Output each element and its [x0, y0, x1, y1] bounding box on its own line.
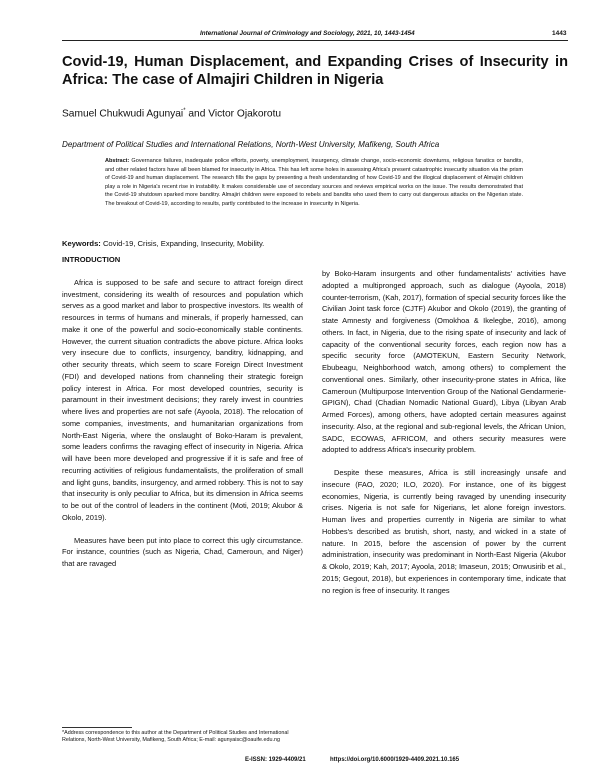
- corresponding-marker: *: [183, 108, 186, 114]
- header-divider: [62, 40, 568, 41]
- paragraph: Africa is supposed to be safe and secure to attract foreign direct investment, considering its wealth of resources and population which serves as a good market and labor to prospective investors. Its wealth of resources in terms of humans and minerals, if properly harnessed, can make it one of the powerful and socio-economically stable continents. However, the current situation contradicts the above picture. Africa looks very insecure due to conflicts, insurgency, banditry, kidnapping, and other security threats, which seem to scare Foreign Direct Investment (FDI) and developed nations from channeling their strategic foreign policy interest in Africa. For most developed countries, security is paramount in their investment decisions; they rarely invest in countries where lives and properties are not safe (Ayoola, 2018). The relocation of some companies, investments, and humanitarian organizations from North-East Nigeria, where the onslaught of Boko-Haram is prevalent, some leaders confirms the ravaging effect of insecurity in Nigeria. Africa will have been more developed and progressive if it is safe and free of recurring activities of religious fundamentalists, the proliferation of small and light guns, bandits, insurgency, and armed robbery. This is not to say that insecurity is only peculiar to Africa, but its dimension in Africa seems to be out of the control of leaders in the continent (Moti, 2019; Akubor & Okolo, 2019).: [62, 277, 303, 522]
- left-column: [62, 254, 303, 570]
- paragraph: Measures have been put into place to correct this ugly circumstance. For instance, countries (such as Nigeria, Chad, Cameroun, and Niger) that are ravaged: [62, 535, 303, 568]
- journal-citation: International Journal of Criminology and Sociology, 2021, 10, 1443-1454: [200, 30, 415, 37]
- page-number: 1443: [552, 30, 567, 37]
- keywords: [62, 239, 264, 248]
- abstract-label: Abstract:: [105, 158, 130, 164]
- footnote-divider: [62, 727, 132, 728]
- right-column: [322, 268, 566, 596]
- doi-link[interactable]: https://doi.org/10.6000/1929-4409.2021.10.165: [330, 757, 460, 763]
- abstract: [105, 157, 523, 208]
- footnote: *Address correspondence to this author at the Department of Political Studies and International Relations, North-West University, Mafikeng, South Africa; E-mail: agunyaisc@oauife.edu.ng: [62, 730, 289, 744]
- abstract-text: Governance failures, inadequate police efforts, poverty, unemployment, insurgency, climate change, socio-economic downturns, religious fanatics or bandits, and other related factors have all been blamed for insecurity in Africa. This has left some holes in assessing Africa's present catastrophic insecurity situation via the prism of Covid-19 and human displacement. The research fills the gaps by presenting a fresh understanding of how Covid-19 and the illogical displacement of Almajiri children play a role in Nigeria's recent rise in instability. It makes considerable use of secondary sources and reviews empirical works on the issue. The results demonstrated that the Covid-19 shutdown sparked more banditry. Almajiri children were exposed to rebels and bandits who used them to carry out dangerous attacks on the Nigerian state. The breakout of Covid-19, according to results, partly contributed to the increase in insecurity in Nigeria.: [105, 158, 523, 207]
- issn: E-ISSN: 1929-4409/21: [245, 757, 306, 763]
- paragraph: Despite these measures, Africa is still increasingly unsafe and insecure (FAO, 2020; ILO, 2020). For instance, one of its biggest economies, Nigeria, is currently being ravaged by unending insecurity crises. Nigeria is not safe for Nigerians, let alone foreign investors. Human lives and properties currently in Nigeria are similar to what Hobbes's described as brutish, short, nasty, and wicked in a state of nature. In 2015, before the ascension of power by the current administration, insecurity was predominant in North-East Nigeria (Akubor & Okolo, 2019; Kah, 2017; Ayoola, 2018; Imaseun, 2015; Onwusirib et al., 2015; Gegout, 2018), but experiences in contemporary time, indicate that no region is free of insecurity. It ranges: [322, 468, 566, 595]
- section-heading: INTRODUCTION: [62, 255, 121, 264]
- affiliation: Department of Political Studies and International Relations, North-West University, Mafikeng, South Africa: [62, 140, 440, 149]
- author-secondary: and Victor Ojakorotu: [185, 108, 282, 120]
- keywords-text: Covid-19, Crisis, Expanding, Insecurity, Mobility.: [100, 239, 265, 248]
- paragraph: by Boko-Haram insurgents and other fundamentalists' activities have adopted a multipronged approach, such as dialogue (Ayoola, 2018) counter-terrorism, (Kah, 2017), formation of special security forces like the Civilian Joint task force (CJTF) Akubor and Okolo (2019), the granting of state Amnesty and forgiveness (Omokhoa & Ikelegbe, 2016), among others. In fact, in Nigeria, due to the rising spate of insecurity and lack of capacity of the conventional security forces, each region now has a specific security force (AMOTEKUN, Eastern Security Network, Ebubeagu, Neighborhood watch, among others) to complement the conventional ones. Similarly, other insecurity-prone states in Africa, like Cameroun (Multipurpose Intervention Group of the National Gendarmerie-GPIGN), Chad (Chadian Nomadic National Guard), Libya (Libyan Arab Armed Forces), among others, have adopted certain measures against insecurity. Also, at the regional and sub-regional levels, the African Union, SADC, ECOWAS, AFRICOM, and others security measures were adopted to address Africa's insecurity problem.: [322, 269, 566, 455]
- author-primary: Samuel Chukwudi Agunyai: [62, 108, 184, 120]
- author-line: [62, 108, 281, 119]
- keywords-label: Keywords:: [62, 239, 101, 248]
- article-title: Covid-19, Human Displacement, and Expanding Crises of Insecurity in Africa: The case of Almajiri Children in Nigeria: [62, 54, 568, 88]
